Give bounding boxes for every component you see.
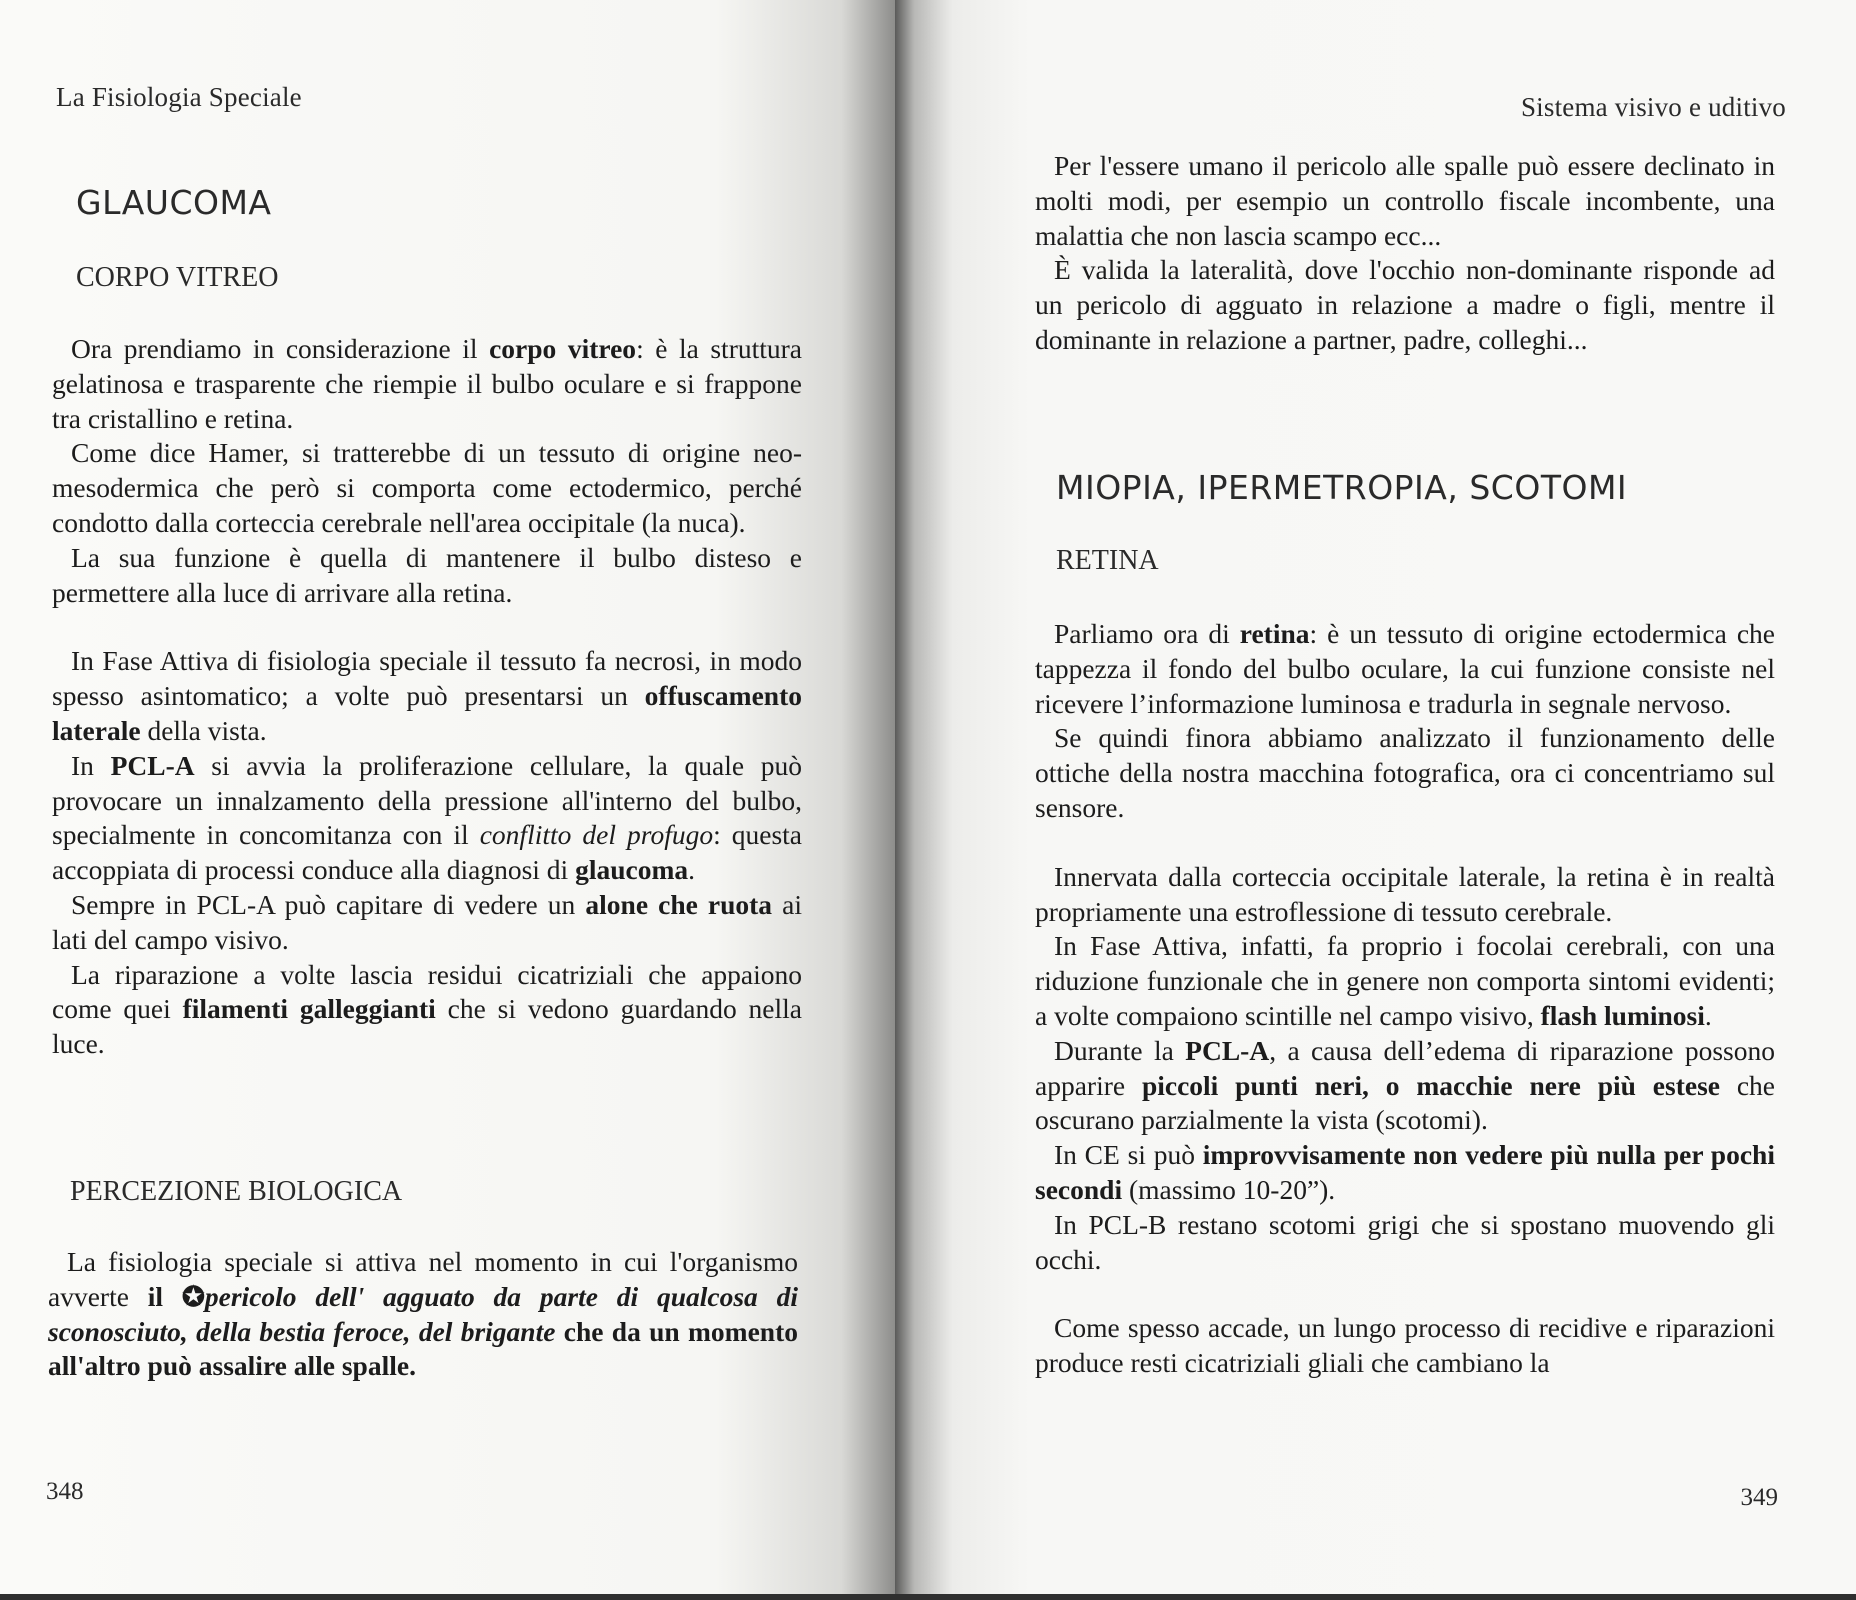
paragraph: La fisiologia speciale si attiva nel momento in cui l'organismo avverte il ✪pericolo dell' agguato da parte di qualcosa di sconosciuto, della bestia feroce, del brigante che da un momento all'altro può assalire alle spalle. <box>48 1246 798 1382</box>
paragraph: Innervata dalla corteccia occipitale laterale, la retina è in realtà propriamente una estroflessione di tessuto cerebrale. <box>1035 860 1775 927</box>
left-page-number: 348 <box>46 1478 84 1505</box>
paragraph: La sua funzione è quella di mantenere il bulbo disteso e permettere alla luce di arrivare alla retina. <box>52 541 802 608</box>
right-text-block-1 <box>1035 149 1775 358</box>
left-text-block-1 <box>52 332 802 1062</box>
left-running-head: La Fisiologia Speciale <box>56 82 302 112</box>
paragraph: Ora prendiamo in considerazione il corpo vitreo: è la struttura gelatinosa e trasparente che riempie il bulbo oculare e si frappone tra cristallino e retina. <box>52 333 803 434</box>
right-text-block-2 <box>1035 617 1775 1381</box>
paragraph: Come dice Hamer, si tratterebbe di un tessuto di origine neo-mesodermica che però si comporta come ectodermico, perché condotto dalla corteccia cerebrale nell'area occipitale (la nuca). <box>52 437 802 538</box>
right-chapter-title: MIOPIA, IPERMETROPIA, SCOTOMI <box>1056 468 1628 507</box>
paragraph: Parliamo ora di retina: è un tessuto di origine ectodermica che tappezza il fondo del bulbo oculare, la cui funzione consiste nel ricevere l’informazione luminosa e tradurla in segnale nervoso. <box>1035 618 1775 719</box>
left-page <box>0 0 895 1600</box>
paragraph: In PCL-B restano scotomi grigi che si spostano muovendo gli occhi. <box>1035 1208 1775 1275</box>
paragraph: In CE si può improvvisamente non vedere più nulla per pochi secondi (massimo 10-20”). <box>1035 1139 1775 1205</box>
paragraph: È valida la lateralità, dove l'occhio non-dominante risponde ad un pericolo di agguato in relazione a madre o figli, mentre il dominante in relazione a partner, padre, colleghi... <box>1035 254 1775 355</box>
paragraph: In Fase Attiva di fisiologia speciale il tessuto fa necrosi, in modo spesso asintomatico; a volte può presentarsi un offuscamento laterale della vista. <box>52 645 802 746</box>
right-section-heading-1: RETINA <box>1056 545 1159 576</box>
paragraph: Sempre in PCL-A può capitare di vedere un alone che ruota ai lati del campo visivo. <box>52 888 802 955</box>
paragraph: Durante la PCL-A, a causa dell’edema di riparazione possono apparire piccoli punti neri, o macchie nere più estese che oscurano parzialmente la vista (scotomi). <box>1035 1034 1776 1136</box>
paragraph: Se quindi finora abbiamo analizzato il funzionamento delle ottiche della nostra macchina fotografica, ora ci concentriamo sul sensore. <box>1035 722 1775 823</box>
left-text-block-2 <box>48 1245 798 1384</box>
circled-star-icon: ✪ <box>181 1280 205 1312</box>
right-page-number: 349 <box>1740 1484 1778 1511</box>
page-bottom-edge <box>0 1594 1856 1600</box>
right-page <box>895 0 1856 1600</box>
left-chapter-title: GLAUCOMA <box>76 183 272 222</box>
paragraph: In PCL-A si avvia la proliferazione cellulare, la quale può provocare un innalzamento della pressione all'interno del bulbo, specialmente in concomitanza con il conflitto del profugo: questa accoppiata di processi conduce alla diagnosi di glaucoma. <box>52 749 803 886</box>
paragraph: Per l'essere umano il pericolo alle spalle può essere declinato in molti modi, per esempio un controllo fiscale incombente, una malattia che non lascia scampo ecc... <box>1035 150 1775 251</box>
paragraph: Come spesso accade, un lungo processo di recidive e riparazioni produce resti cicatriziali gliali che cambiano la <box>1035 1312 1775 1379</box>
right-running-head: Sistema visivo e uditivo <box>1520 92 1786 122</box>
paragraph: La riparazione a volte lascia residui cicatriziali che appaiono come quei filamenti galleggianti che si vedono guardando nella luce. <box>52 958 802 1060</box>
paragraph: In Fase Attiva, infatti, fa proprio i focolai cerebrali, con una riduzione funzionale che in genere non comporta sintomi evidenti; a volte compaiono scintille nel campo visivo, flash luminosi. <box>1035 930 1775 1031</box>
left-section-heading-2: PERCEZIONE BIOLOGICA <box>70 1176 403 1207</box>
left-section-heading-1: CORPO VITREO <box>76 262 279 293</box>
